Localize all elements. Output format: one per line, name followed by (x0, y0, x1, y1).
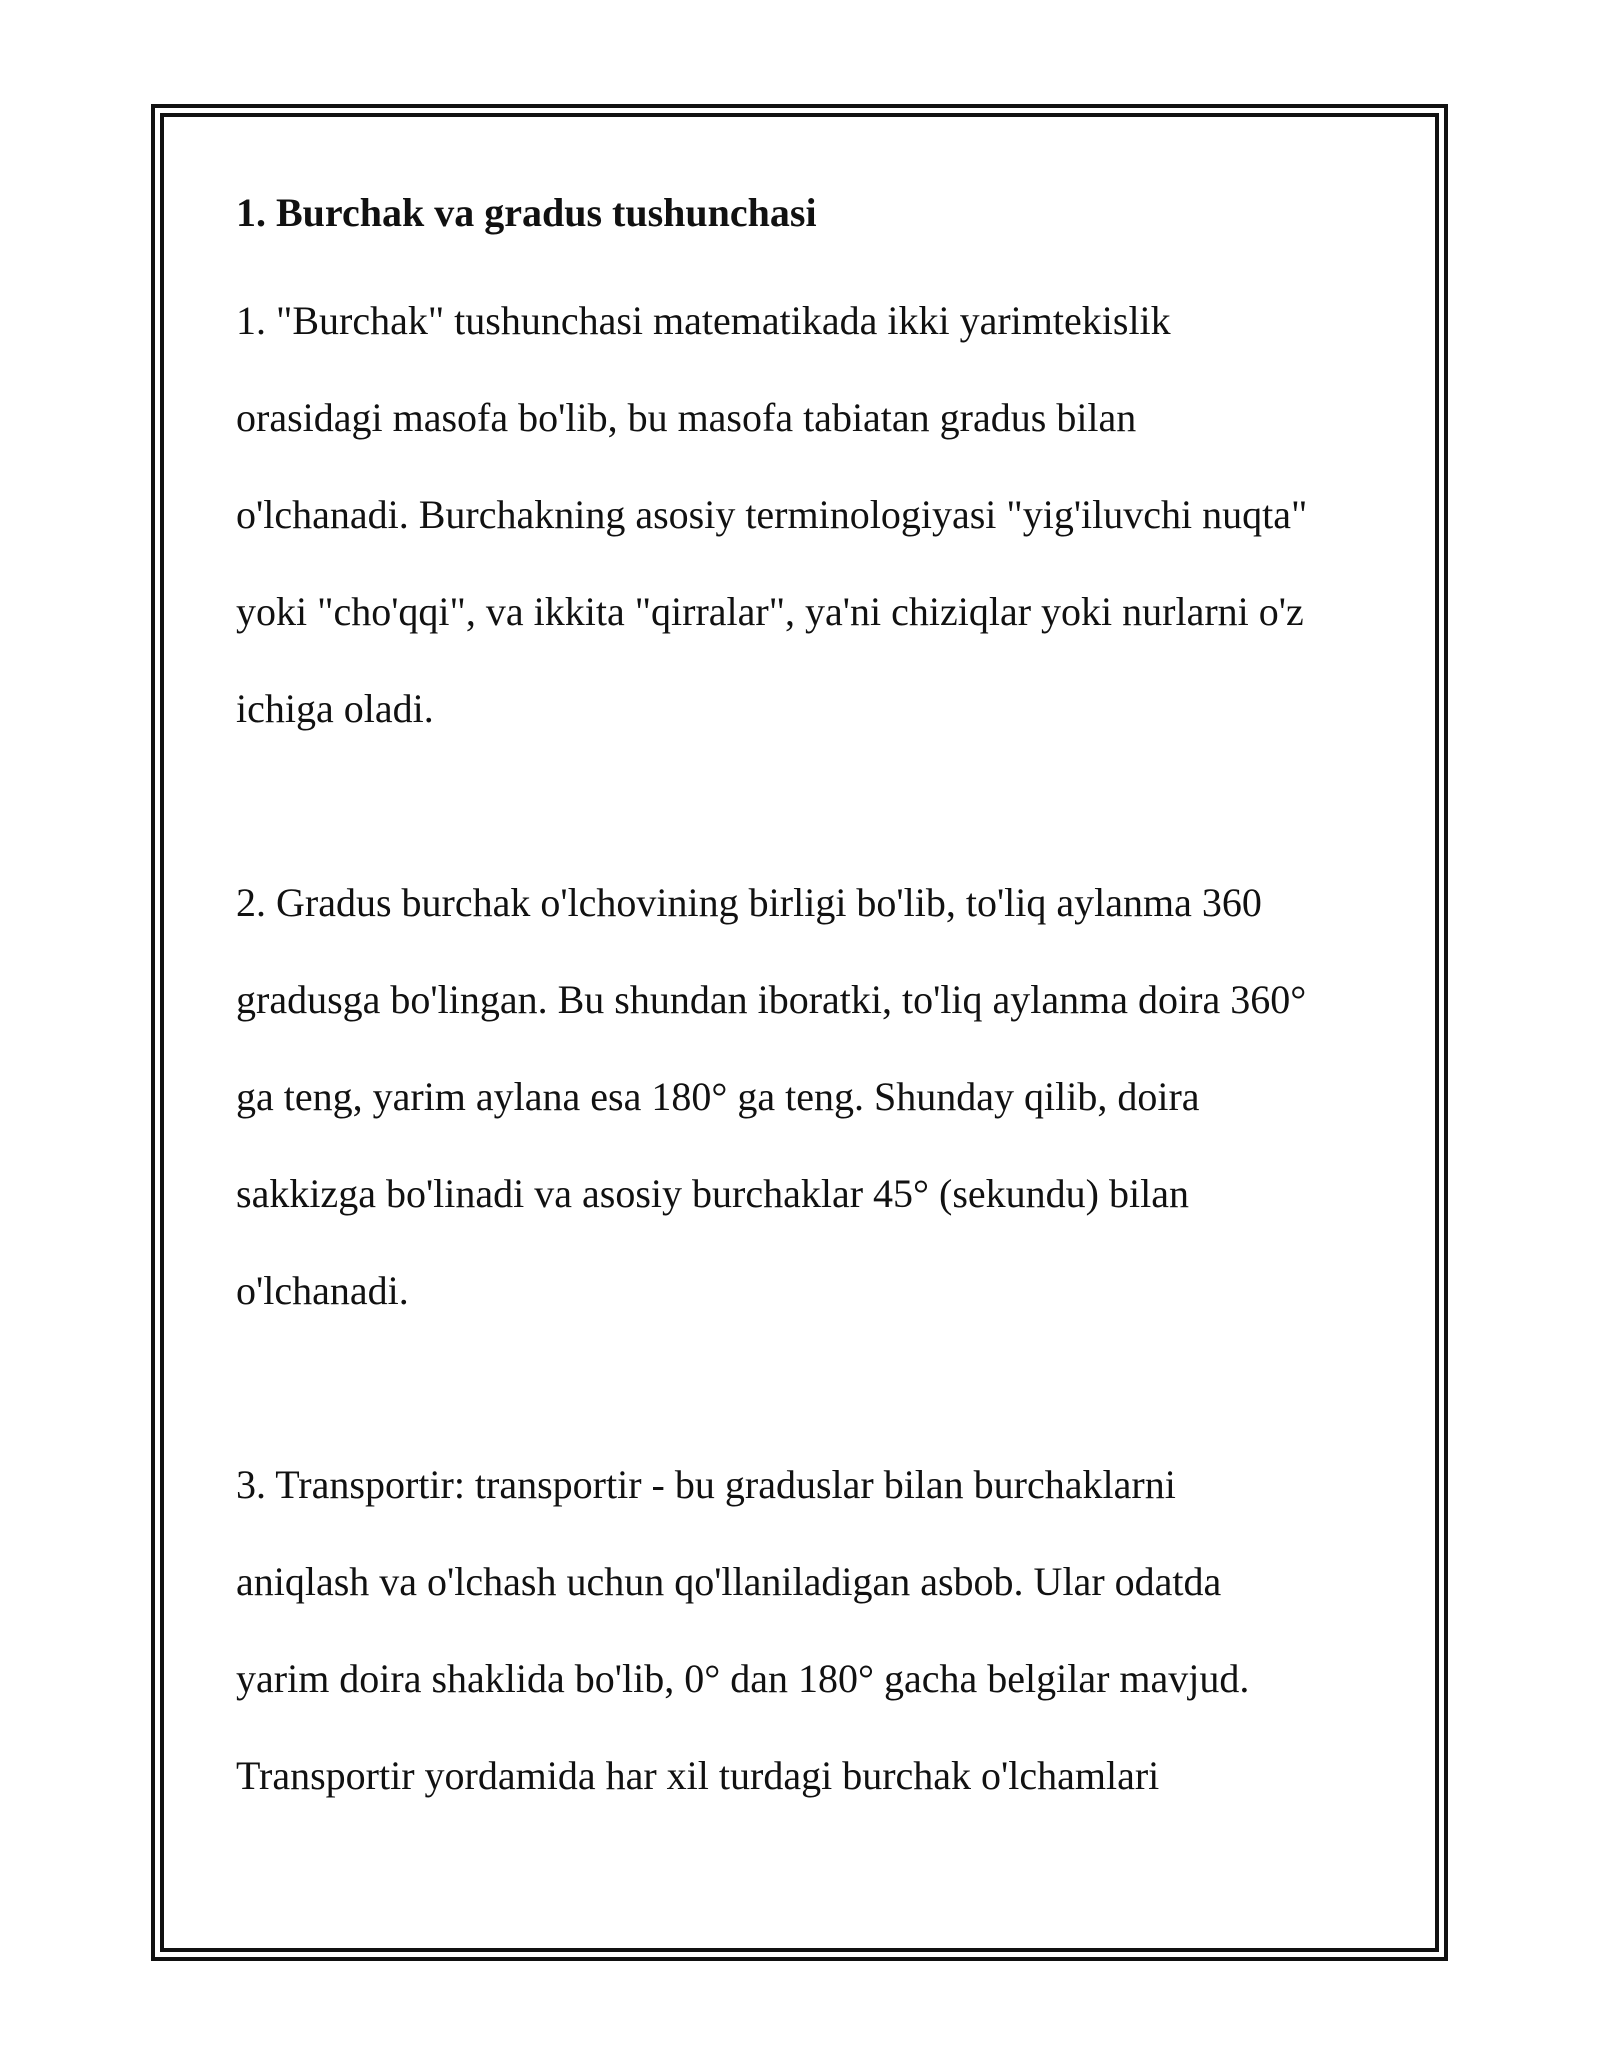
paragraph-2 (236, 854, 1366, 1339)
paragraph-spacer (236, 1339, 1366, 1436)
paragraph-spacer (236, 757, 1366, 854)
paragraph-line: aniqlash va o'lchash uchun qo'llaniladigan asbob. Ular odatda (236, 1559, 1222, 1604)
paragraph-line: orasidagi masofa bo'lib, bu masofa tabiatan gradus bilan (236, 395, 1137, 440)
paragraph-line: o'lchanadi. Burchakning asosiy terminologiyasi "yig'iluvchi nuqta" (236, 492, 1308, 537)
paragraph-line: 1. "Burchak" tushunchasi matematikada ikki yarimtekislik (236, 298, 1171, 343)
paragraph-line: gradusga bo'lingan. Bu shundan iboratki, to'liq aylanma doira 360° (236, 977, 1307, 1022)
section-heading: 1. Burchak va gradus tushunchasi (236, 190, 817, 235)
paragraph-line: yoki "cho'qqi", va ikkita "qirralar", ya'ni chiziqlar yoki nurlarni o'z (236, 589, 1304, 634)
paragraph-line: Transportir yordamida har xil turdagi burchak o'lchamlari (236, 1753, 1160, 1798)
paragraph-line: ichiga oladi. (236, 686, 434, 731)
paragraph-line: yarim doira shaklida bo'lib, 0° dan 180° gacha belgilar mavjud. (236, 1656, 1250, 1701)
paragraph-line: sakkizga bo'linadi va asosiy burchaklar 45° (sekundu) bilan (236, 1171, 1189, 1216)
paragraph-line: ga teng, yarim aylana esa 180° ga teng. Shunday qilib, doira (236, 1074, 1200, 1119)
paragraph-3 (236, 1436, 1366, 1824)
paragraph-1 (236, 272, 1366, 757)
paragraph-line: 3. Transportir: transportir - bu graduslar bilan burchaklarni (236, 1462, 1176, 1507)
paragraph-line: 2. Gradus burchak o'lchovining birligi bo'lib, to'liq aylanma 360 (236, 880, 1262, 925)
paragraph-line: o'lchanadi. (236, 1268, 409, 1313)
document-content (236, 180, 1366, 1824)
